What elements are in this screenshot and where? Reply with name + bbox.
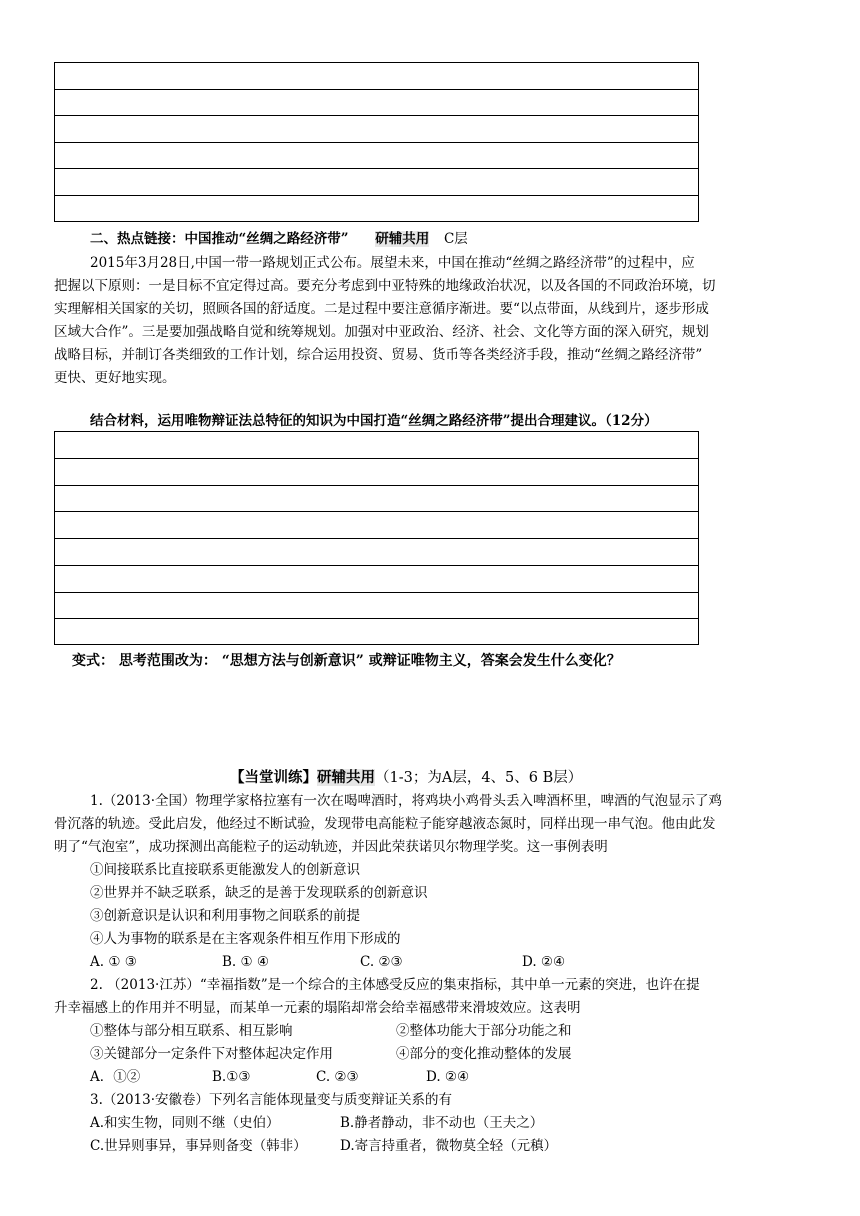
answer-line <box>55 512 698 539</box>
training-heading <box>230 766 582 790</box>
q1-item: ②世界并不缺乏联系，缺乏的是善于发现联系的创新意识 <box>90 885 428 901</box>
answer-line <box>55 90 698 117</box>
q2-item: ④部分的变化推动整体的发展 <box>396 1046 572 1062</box>
q1-item: ④人为事物的联系是在主客观条件相互作用下形成的 <box>90 931 401 947</box>
q3-option-c[interactable]: C.世异则事异，事异则备变（韩非） <box>90 1138 307 1154</box>
answer-box-top[interactable] <box>54 62 699 222</box>
answer-line <box>55 566 698 593</box>
answer-line <box>55 196 698 223</box>
q1-option-c[interactable]: C. ②③ <box>360 954 403 970</box>
answer-line <box>55 169 698 196</box>
level-label: C层 <box>443 231 468 247</box>
tag-shared: 研辅共用 <box>317 769 375 786</box>
q1-option-a[interactable]: A. ① ③ <box>90 954 137 970</box>
q3-option-b[interactable]: B.静者静动，非不动也（王夫之） <box>340 1115 544 1131</box>
q1-stem-line: 骨沉落的轨迹。受此启发，他经过不断试验，发现带电高能粒子能穿越液态氮时，同样出现一串气泡。他由此发 <box>54 816 716 832</box>
q1-item: ①间接联系比直接联系更能激发人的创新意识 <box>90 862 360 878</box>
material-paragraph-line: 战略目标，并制订各类细致的工作计划，综合运用投资、贸易、货币等各类经济手段，推动“丝绸之路经济带” <box>54 347 703 363</box>
answer-line <box>55 63 698 90</box>
q2-stem-line: 升幸福感上的作用并不明显，而某单一元素的塌陷却常会给幸福感带来滑坡效应。这表明 <box>54 1000 581 1016</box>
material-paragraph-line: 区域大合作”。三是要加强战略自觉和统筹规划。加强对中亚政治、经济、社会、文化等方面的深入研究，规划 <box>54 324 709 340</box>
q3-option-a[interactable]: A.和实生物，同则不继（史伯） <box>90 1115 280 1131</box>
q2-option-a[interactable]: A．①② <box>90 1069 141 1085</box>
q2-option-d[interactable]: D. ②④ <box>426 1069 470 1085</box>
answer-line <box>55 459 698 486</box>
training-title: 【当堂训练】 <box>230 769 317 786</box>
material-paragraph-line: 实理解相关国家的关切，照顾各国的舒适度。二是过程中要注意循序渐进。要“以点带面，从线到片，逐步形成 <box>54 301 709 317</box>
material-paragraph-line: 更快、更好地实现。 <box>54 370 176 386</box>
q1-stem-line: 1.（2013·全国）物理学家格拉塞有一次在喝啤酒时，将鸡块小鸡骨头丢入啤酒杯里，啤酒的气泡显示了鸡 <box>90 793 723 809</box>
material-paragraph-line: 把握以下原则：一是目标不宜定得过高。要充分考虑到中亚特殊的地缘政治状况，以及各国的不同政治环境，切 <box>54 278 716 294</box>
q2-item: ②整体功能大于部分功能之和 <box>396 1023 572 1039</box>
training-level-note: （1-3；为A层，4、5、6 B层） <box>375 770 583 786</box>
variant-question: 变式： 思考范围改为： “思想方法与创新意识” 或辩证唯物主义，答案会发生什么变化？ <box>72 653 621 669</box>
answer-line <box>55 539 698 566</box>
q2-item: ③关键部分一定条件下对整体起决定作用 <box>90 1046 333 1062</box>
answer-line <box>55 432 698 459</box>
answer-line <box>55 619 698 646</box>
material-paragraph-line: 2015年3月28日,中国一带一路规划正式公布。展望未来，中国在推动“丝绸之路经济带”的过程中，应 <box>90 255 695 271</box>
q1-option-b[interactable]: B. ① ④ <box>222 954 269 970</box>
answer-box-question[interactable] <box>54 431 699 645</box>
q1-item: ③创新意识是认识和利用事物之间联系的前提 <box>90 908 360 924</box>
section-heading-hotspot <box>90 228 468 251</box>
q1-stem-line: 明了“气泡室”，成功探测出高能粒子的运动轨迹，并因此荣获诺贝尔物理学奖。这一事例表明 <box>54 839 608 855</box>
answer-line <box>55 116 698 143</box>
q2-option-c[interactable]: C. ②③ <box>316 1069 359 1085</box>
answer-line <box>55 143 698 170</box>
q1-option-d[interactable]: D. ②④ <box>522 954 566 970</box>
answer-line <box>55 593 698 620</box>
question-text: 结合材料，运用唯物辩证法总特征的知识为中国打造“丝绸之路经济带”提出合理建议。（12分） <box>90 413 658 429</box>
answer-line <box>55 486 698 513</box>
q2-item: ①整体与部分相互联系、相互影响 <box>90 1023 293 1039</box>
tag-shared: 研辅共用 <box>375 231 430 247</box>
q2-option-b[interactable]: B.①③ <box>212 1069 251 1085</box>
q3-stem: 3.（2013·安徽卷）下列名言能体现量变与质变辩证关系的有 <box>90 1092 453 1108</box>
q3-option-d[interactable]: D.寄言持重者，微物莫全轻（元稹） <box>340 1138 558 1154</box>
section-title: 二、热点链接：中国推动“丝绸之路经济带” <box>90 231 349 247</box>
q2-stem-line: 2. （2013·江苏）“幸福指数”是一个综合的主体感受反应的集束指标，其中单一元素的突进，也许在提 <box>90 977 700 993</box>
